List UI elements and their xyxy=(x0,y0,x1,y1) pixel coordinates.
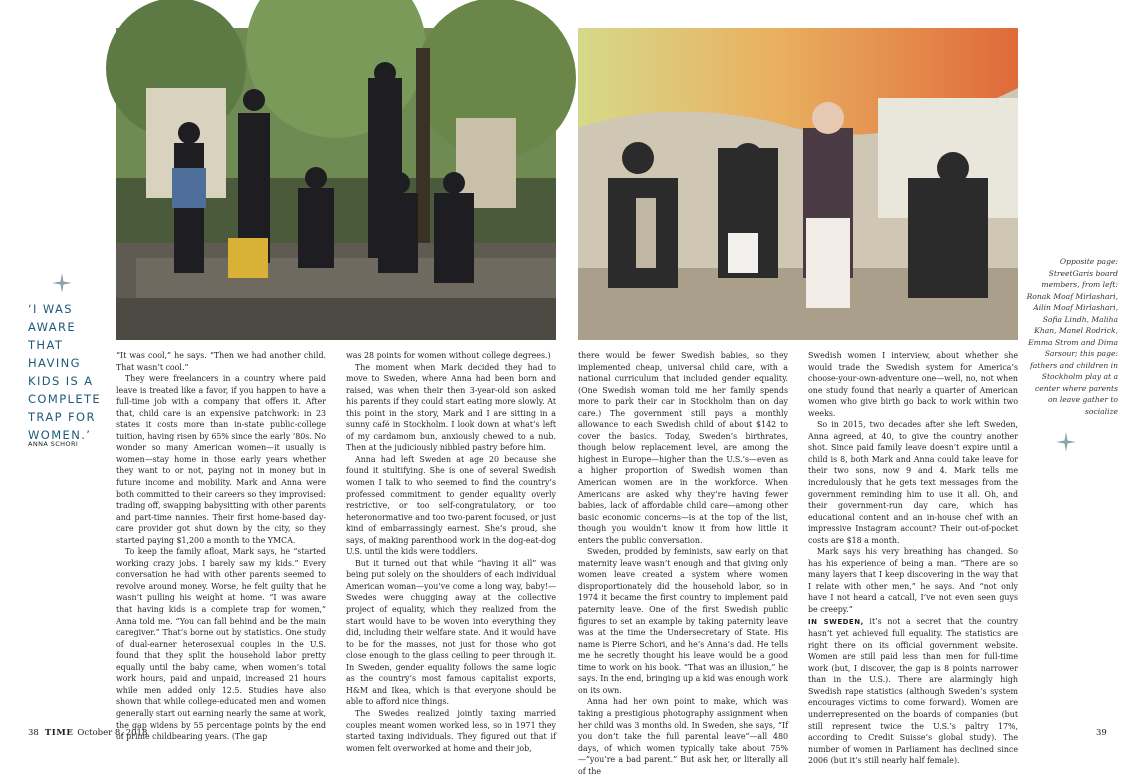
article-column-3 xyxy=(578,350,788,776)
article-column-4 xyxy=(808,350,1018,766)
article-column-2 xyxy=(346,350,556,753)
pull-quote: ‘I WAS AWARE THAT HAVING KIDS IS A COMPLETE TRAP FOR WOMEN.’ xyxy=(28,302,102,442)
paragraph: Mark says his very breathing has changed. So has his experience of being a man. “There are so many layers that I keep discovering in the way that I relate with other men,” he says. And “not only have I not heard a catcall, I’ve not even seen guys be creepy.” xyxy=(808,547,1018,615)
paragraph: So in 2015, two decades after she left Sweden, Anna agreed, at 40, to give the country another shot. Since paid family leave doesn’t expire until a child is 8, both Mark and Anna could take leave for their two sons, now 9 and 4. Mark tells me incredulously that he gets text messages from the government reminding him to use it all. Oh, and their government-run day care, which has educational content and an in-house chef with an impressive Instagram account? Their out-of-pocket costs are $18 a month. xyxy=(808,420,1018,545)
folio-right xyxy=(1096,728,1107,738)
paragraph: Swedish women I interview, about whether she would trade the Swedish system for America’s choose-your-own-adventure one—well, no, not when one study found that nearly a quarter of American women who give birth go back to work within two weeks. xyxy=(808,351,1018,418)
paragraph: To keep the family afloat, Mark says, he “started working crazy jobs. I barely saw my kids.” Every conversation he had with other parents seemed to revolve around money. Worse, he felt guilty that he wasn’t pulling his weight at home. “I was aware that having kids is a complete trap for women,” Anna told me. “You can fall behind and be the main caregiver.” That’s borne out by statistics. One study of dual-earner heterosexual couples in the U.S. found that they split the household labor pretty equally until the baby came, when women’s total work hours, paid and unpaid, increased 21 hours while men added only 12.5. Studies have also shown that while college-educated men and women generally start out earning nearly the same at work, the gap widens by 55 percentage points by the end of prime childbearing years. (The gap xyxy=(116,547,326,742)
pull-quote-credit: ANNA SCHORI xyxy=(28,440,79,448)
paragraph: Sweden, prodded by feminists, saw early on that maternity leave wasn’t enough and that giving only women leave created a system where women disproportionately did the household labor, so in 1974 it became the first country to implement paid paternity leave. One of the first Swedish public figures to set an example by taking paternity leave was at the time the Undersecretary of State. His name is Pierre Schori, and he’s Anna’s dad. He tells me he secretly thought his leave would be a good time to work on his book. “That was an illusion,” he says. In the end, bringing up a kid was enough work on its own. xyxy=(578,547,788,695)
section-text: it’s not a secret that the country hasn’t yet achieved full equality. The statistics are right there on its official government website. Women are still paid less than men for full-time work (but, I discover, the gap is 8 points narrower than in the U.S.). There are alarmingly high Swedish rape statistics (although Sweden’s system encourages victims to come forward). Women are underrepresented on the boards of companies (but still represent twice the U.S.’s paltry 17%, according to Credit Suisse’s global study). The number of women in Parliament has declined since 2006 (but it’s still nearly half female). xyxy=(808,616,1018,766)
paragraph: The Swedes realized jointly taxing married couples meant women worked less, so in 1971 they started taxing individuals. They figured out that if women felt overworked at home and their job, xyxy=(346,708,556,753)
paragraph: there would be fewer Swedish babies, so they implemented cheap, universal child care, with a national curriculum that included gender equality. (One Swedish woman told me her family spends more to park their car in Stockholm than on day care.) The government still pays a monthly allowance to each Swedish child of about $142 to cover the basics. Today, Sweden’s birthrates, though below replacement level, are among the highest in Europe—higher than the U.S.’s—even as a higher proportion of Swedish women than American women are in the workforce. When Americans are asked why they’re having fewer babies, lack of affordable child care—among other basic economic concerns—is at the top of the list, though you wouldn’t know it from how little it enters the public conversation. xyxy=(578,351,788,545)
paragraph: Anna had her own point to make, which was taking a prestigious photography assignment when her child was 3 months old. In Sweden, she says, “If you don’t take the full parental leave”—all 480 days, of which women typically take about 75%—“you’re a bad parent.” But ask her, or literally all of the xyxy=(578,697,788,776)
page-number: 38 xyxy=(28,728,39,738)
article-column-1 xyxy=(116,350,326,742)
group-portrait-photo xyxy=(116,28,556,340)
fathers-children-photo xyxy=(578,28,1018,340)
magazine-name: TIME xyxy=(44,728,74,738)
paragraph: “It was cool,” he says. “Then we had another child. That wasn’t cool.” xyxy=(116,351,326,372)
paragraph: They were freelancers in a country where paid leave is treated like a favor, if you happen to have a full-time job with a company that offers it. After that, child care is an expensive patchwork: in 23 states it costs more than in-state public-college tuition, having risen by 65% since the early ’80s. No wonder so many American women—it usually is women—stay home in those early years whether they want to or not, paying not in money but in future income and mobility. Mark and Anna were both committed to their careers so they improvised: trading off, swapping babysitting with other parents and part-time nannies. Their first home-based day-care provider got shut down by the city, so they started paying $1,200 a month to the YMCA. xyxy=(116,374,326,545)
folio-left xyxy=(28,728,147,738)
page-number: 39 xyxy=(1096,728,1107,738)
photo-caption: Opposite page: StreetGaris board members, from left: Ronak Moaf Mirlashari, Ailin Moaf Mirlashari, Sofia Lindh, Maliha Khan, Manel Rodrick, Emma Strom and Dima Sarsour; this page: fathers and children in Stockholm play at a center where parents on leave gather to socialize xyxy=(1026,257,1118,416)
section-lede: IN SWEDEN, xyxy=(808,617,864,626)
paragraph: The moment when Mark decided they had to move to Sweden, where Anna had been born and raised, was when their then 3-year-old son asked his parents if they could start eating more slowly. At this point in the story, Mark and I are sitting in a sunny café in Stockholm. I look down at what’s left of my cardamom bun, anxiously chewed to a nub. Then at the judiciously nibbled pastry before him. xyxy=(346,362,556,453)
diamond-ornament-icon xyxy=(52,273,72,293)
paragraph: was 28 points for women without college degrees.) xyxy=(346,351,551,360)
issue-date: October 8, 2018 xyxy=(77,728,148,738)
section-paragraph xyxy=(808,616,1018,767)
paragraph: Anna had left Sweden at age 20 because she found it stultifying. She is one of several Swedish women I talk to who seemed to find the country’s professed commitment to gender equality overly restrictive, or too self-congratulatory, or too heteronormative and too two-parent focused, or just kind of embarrassingly earnest. She’s proud, she says, of making parenthood work in the dog-eat-dog U.S. until the kids were toddlers. xyxy=(346,454,556,557)
paragraph: But it turned out that while “having it all” was being put solely on the shoulders of each individual American woman—you’ve come a long way, baby!—Swedes were chugging away at the collective project of equality, which they realized from the start would have to be woven into everything they did, including their welfare state. And it would have to be for the masses, not just for those who got close enough to the glass ceiling to peer through it. In Sweden, gender equality follows the same logic as the country’s most famous capitalist exports, H&M and Ikea, which is that everyone should be able to afford nice things. xyxy=(346,558,556,707)
diamond-ornament-icon xyxy=(1056,432,1076,452)
